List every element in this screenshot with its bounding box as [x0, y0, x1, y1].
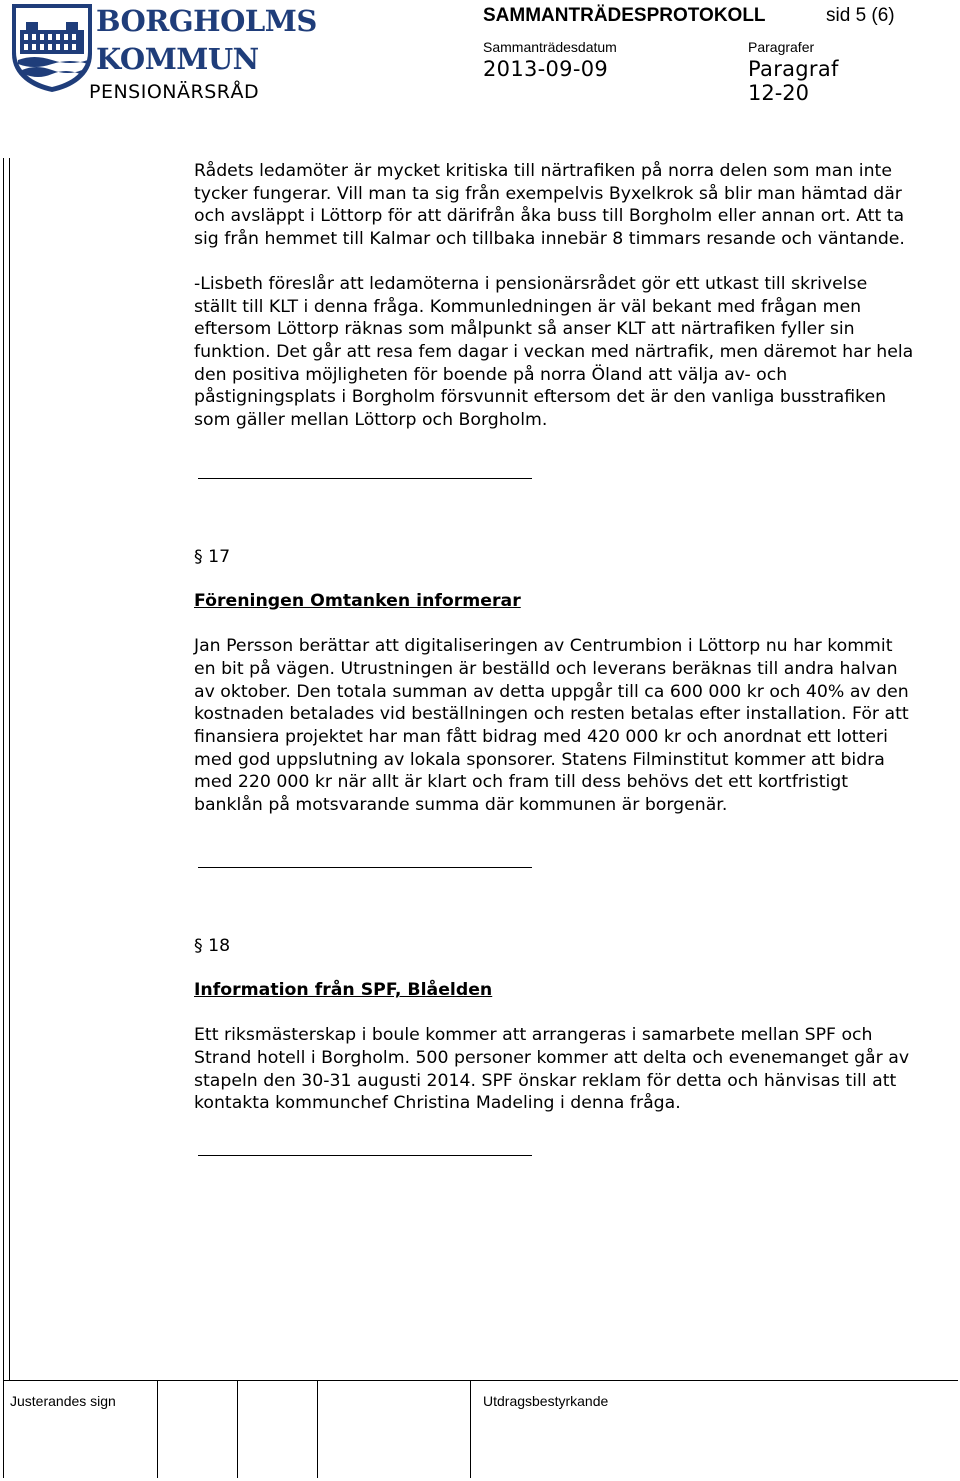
intro-paragraph: Rådets ledamöter är mycket kritiska till närtrafiken på norra delen som man inte tycker fungerar. Vill man ta sig från exempelvis Byxelkrok så blir man hämtad där och avsläppt i Löttorp för att därifrån åka buss till Borgholm eller annan ort. Att ta sig från hemmet till Kalmar och tillbaka innebär 8 timmars resande och väntande. — [194, 161, 905, 250]
municipality-crest-logo — [10, 2, 94, 94]
page-frame-bottom — [3, 1380, 958, 1381]
section-text: Ett riksmästerskap i boule kommer att arrangeras i samarbete mellan SPF och Strand hotell i Borgholm. 500 personer kommer att delta och evenemanget går av stapeln den 30-31 augusti 2014. SPF önskar reklam för detta och hänvisas till att kontakta kommunchef Christina Madeling i denna fråga. — [194, 1025, 910, 1114]
footer-divider — [470, 1380, 471, 1478]
meeting-date-value: 2013-09-09 — [483, 57, 609, 81]
page-frame-left-outer — [3, 158, 4, 1380]
signature-label: Justerandes sign — [10, 1393, 116, 1409]
minutes-body — [194, 160, 914, 1156]
paragraphs-value: Paragraf — [748, 57, 839, 81]
paragraph-range: 12-20 — [748, 81, 810, 105]
organization-unit: PENSIONÄRSRÅD — [89, 81, 260, 103]
separator-line — [198, 478, 532, 479]
section-heading: Information från SPF, Blåelden — [194, 980, 493, 1001]
section-heading: Föreningen Omtanken informerar — [194, 591, 521, 612]
separator-line — [198, 867, 532, 868]
footer-divider — [157, 1380, 158, 1478]
meeting-date-label: Sammanträdesdatum — [483, 39, 617, 55]
footer-divider — [237, 1380, 238, 1478]
section-number: § 18 — [194, 935, 231, 956]
paragraphs-label: Paragrafer — [748, 39, 815, 55]
organization-name-line1: BORGHOLMS — [96, 4, 317, 38]
footer-divider — [317, 1380, 318, 1478]
organization-name-line2: KOMMUN — [96, 42, 259, 76]
section-text: Jan Persson berättar att digitaliseringen av Centrumbion i Löttorp nu har kommit en bit på vägen. Utrustningen är beställd och leverans beräknas till andra halvan av oktober. Den totala summan av detta uppgår till ca 600 000 kr och 40% av den kostnaden betalades vid beställningen och resten betalas efter installation. För att finansiera projektet har man fått bidrag med 420 000 kr och anordnat ett lotteri med god uppslutning av lokala sponsorer. Statens Filminstitut kommer att bidra med 220 000 kr när allt är klart och fram till dess behövs det ett kortfristigt banklån på motsvarande summa där kommunen är borgenär. — [194, 636, 909, 816]
organization-name — [96, 2, 317, 78]
certification-label: Utdragsbestyrkande — [483, 1393, 609, 1409]
section-number: § 17 — [194, 546, 231, 567]
page-number: sid 5 (6) — [826, 5, 895, 26]
page-frame-left-inner — [9, 158, 10, 1380]
intro-paragraph: -Lisbeth föreslår att ledamöterna i pensionärsrådet gör ett utkast till skrivelse ställt till KLT i denna fråga. Kommunledningen är väl bekant med frågan men eftersom Löttorp räknas som målpunkt så anser KLT att närtrafiken fyller sin funktion. Det går att resa fem dagar i veckan med närtrafik, men däremot har hela den positiva möjligheten för boende på norra Öland att välja av- och påstigningsplats i Borgholm försvunnit eftersom det är den vanliga busstrafiken som gäller mellan Löttorp och Borgholm. — [194, 273, 914, 431]
protocol-title: SAMMANTRÄDESPROTOKOLL — [483, 5, 766, 26]
footer-divider — [3, 1380, 4, 1478]
separator-line — [198, 1155, 532, 1156]
